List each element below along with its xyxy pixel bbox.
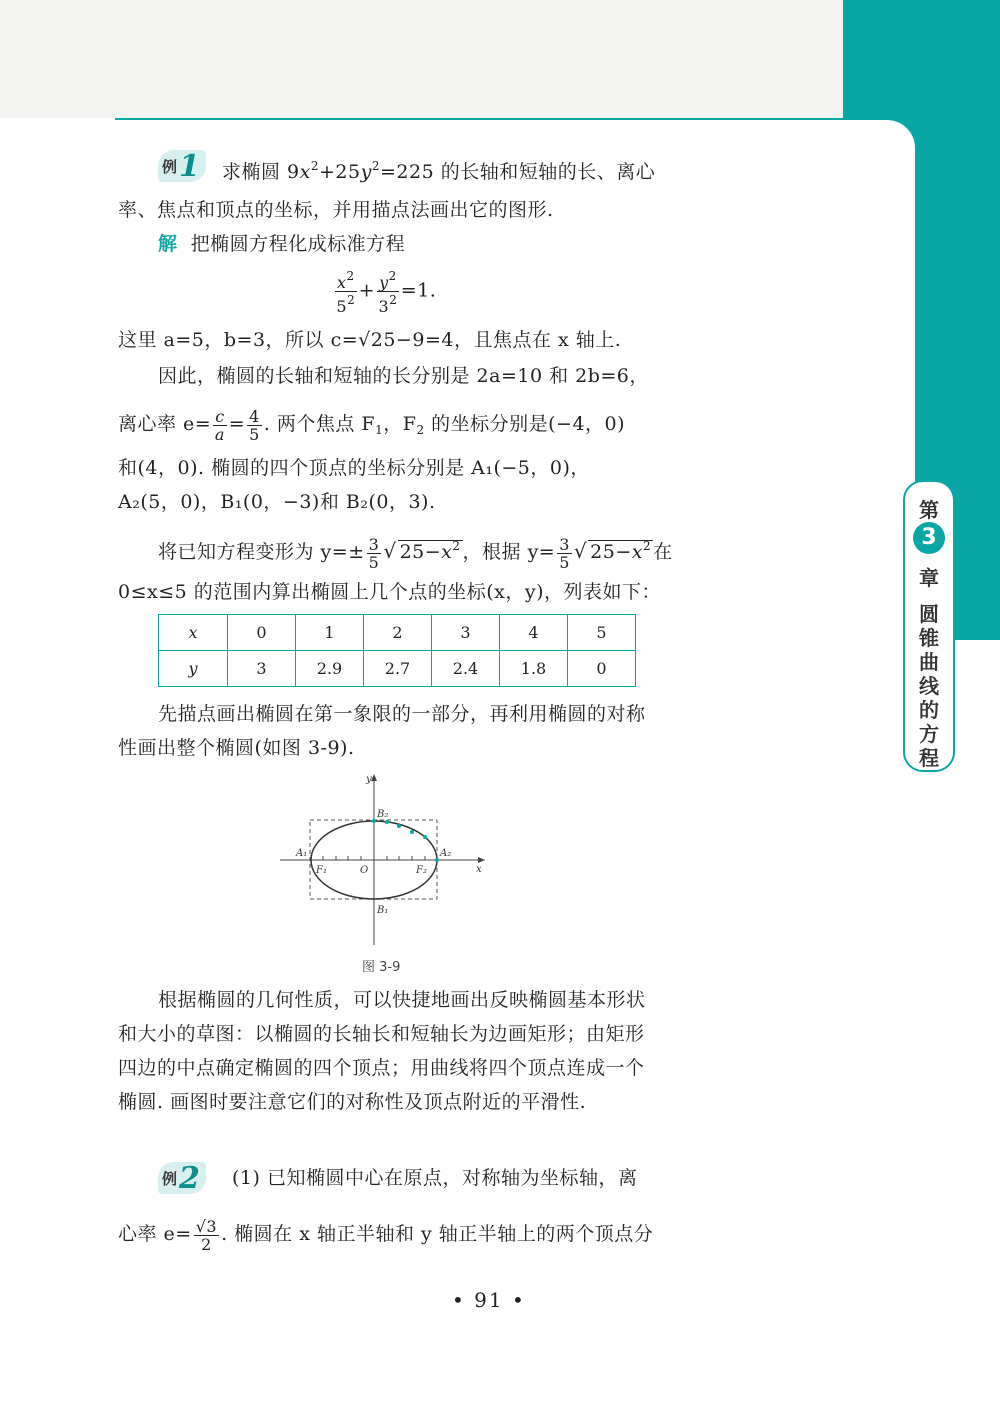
chapter-suffix: 章 <box>919 566 939 590</box>
paragraph-line: 和大小的草图：以椭圆的长轴长和短轴长为边画矩形；由矩形 <box>118 1023 645 1045</box>
ellipse-figure <box>280 770 490 945</box>
vertices-line-1: 和(4，0). 椭圆的四个顶点的坐标分别是 A₁(−5，0)， <box>118 457 590 479</box>
table-cell: x <box>159 615 228 651</box>
chapter-title-char: 方 <box>919 722 939 746</box>
table-row <box>159 651 636 687</box>
table-cell: 1.8 <box>500 651 568 687</box>
x-axis-arrow <box>478 857 485 863</box>
x-axis-label: x <box>476 864 482 875</box>
example-2-line-2: 心率 e= $\frac{√3}{2}$ . 椭圆在 x 轴正半轴和 y 轴正半轴上的两个顶点分 <box>118 1216 654 1254</box>
chapter-title-char: 曲 <box>919 650 939 674</box>
solution-line: 解 把椭圆方程化成标准方程 <box>158 233 406 255</box>
example-1-badge: 例 1 <box>158 150 206 182</box>
content-panel <box>115 120 915 1403</box>
chapter-prefix: 第 <box>919 498 939 522</box>
vertices-line-2: A₂(5，0)，B₁(0，−3)和 B₂(0，3). <box>118 491 436 513</box>
coordinate-table <box>158 614 636 687</box>
standard-equation: $\frac{x^2}{5^2}$ + $\frac{y^2}{3^2}$ =1. <box>336 269 437 316</box>
vertex-b2-label: B₂ <box>377 809 389 820</box>
plot-instruction-1: 先描点画出椭圆在第一象限的一部分，再利用椭圆的对称 <box>158 703 646 725</box>
values-line: 这里 a=5，b=3，所以 c=√25−9=4，且焦点在 x 轴上. <box>118 329 622 351</box>
paragraph-line: 椭圆. 画图时要注意它们的对称性及顶点附近的平滑性. <box>118 1091 587 1113</box>
table-cell: 1 <box>296 615 364 651</box>
table-cell: 0 <box>568 651 636 687</box>
eccentricity-line: 离心率 e= $\frac{c}{a}$ = $\frac{4}{5}$ . 两个焦点 $F_1$，$F_2$ 的坐标分别是(−4，0) <box>118 406 626 444</box>
y-axis-arrow <box>371 774 377 781</box>
table-cell: 2.9 <box>296 651 364 687</box>
focus-f1-label: F₁ <box>316 865 327 876</box>
example-2-line-1: (1) 已知椭圆中心在原点，对称轴为坐标轴，离 <box>232 1167 638 1189</box>
vertex-b1-label: B₁ <box>377 905 389 916</box>
table-row <box>159 615 636 651</box>
chapter-tab <box>903 480 955 772</box>
vertex-a2-label: A₂ <box>440 848 452 859</box>
table-cell: 3 <box>432 615 500 651</box>
chapter-title-char: 锥 <box>919 626 939 650</box>
chapter-number: 3 <box>913 522 945 554</box>
vertex-a1-label: A₁ <box>296 848 308 859</box>
table-cell: 0 <box>228 615 296 651</box>
table-cell: 4 <box>500 615 568 651</box>
table-cell: 2.7 <box>364 651 432 687</box>
table-cell: 5 <box>568 615 636 651</box>
figure-caption: 图 3-9 <box>362 960 401 975</box>
chapter-title-char: 程 <box>919 746 939 770</box>
example-1-line-2: 率、焦点和顶点的坐标，并用描点法画出它的图形. <box>118 199 554 221</box>
example-1-line-1: 求椭圆 $9x^2+25y^2=225$ 的长轴和短轴的长、离心 <box>222 159 656 183</box>
table-cell: y <box>159 651 228 687</box>
paragraph-line: 四边的中点确定椭圆的四个顶点；用曲线将四个顶点连成一个 <box>118 1057 645 1079</box>
transform-line: 将已知方程变形为 y=± $\frac{3}{5}$ √ $25-x^2$ ，根据 y= $\frac{3}{5}$ √ $25-x^2$ 在 <box>158 534 673 572</box>
axes-length-line: 因此，椭圆的长轴和短轴的长分别是 2a=10 和 2b=6， <box>158 365 649 387</box>
origin-label: O <box>360 865 369 876</box>
example-2-badge: 例 2 <box>158 1162 206 1194</box>
chapter-title <box>905 602 953 770</box>
paragraph-line: 根据椭圆的几何性质，可以快捷地画出反映椭圆基本形状 <box>158 989 646 1011</box>
table-cell: 3 <box>228 651 296 687</box>
focus-f2-label: F₂ <box>416 865 427 876</box>
plot-instruction-2: 性画出整个椭圆(如图 3-9). <box>118 737 355 759</box>
table-cell: 2.4 <box>432 651 500 687</box>
table-cell: 2 <box>364 615 432 651</box>
chapter-title-char: 圆 <box>919 602 939 626</box>
range-line: 0≤x≤5 的范围内算出椭圆上几个点的坐标(x，y)，列表如下： <box>118 581 662 603</box>
chapter-title-char: 线 <box>919 674 939 698</box>
chapter-title-char: 的 <box>919 698 939 722</box>
solution-marker: 解 <box>158 233 178 255</box>
page-number: • 91 • <box>452 1288 526 1312</box>
y-axis-label: y <box>366 774 372 785</box>
